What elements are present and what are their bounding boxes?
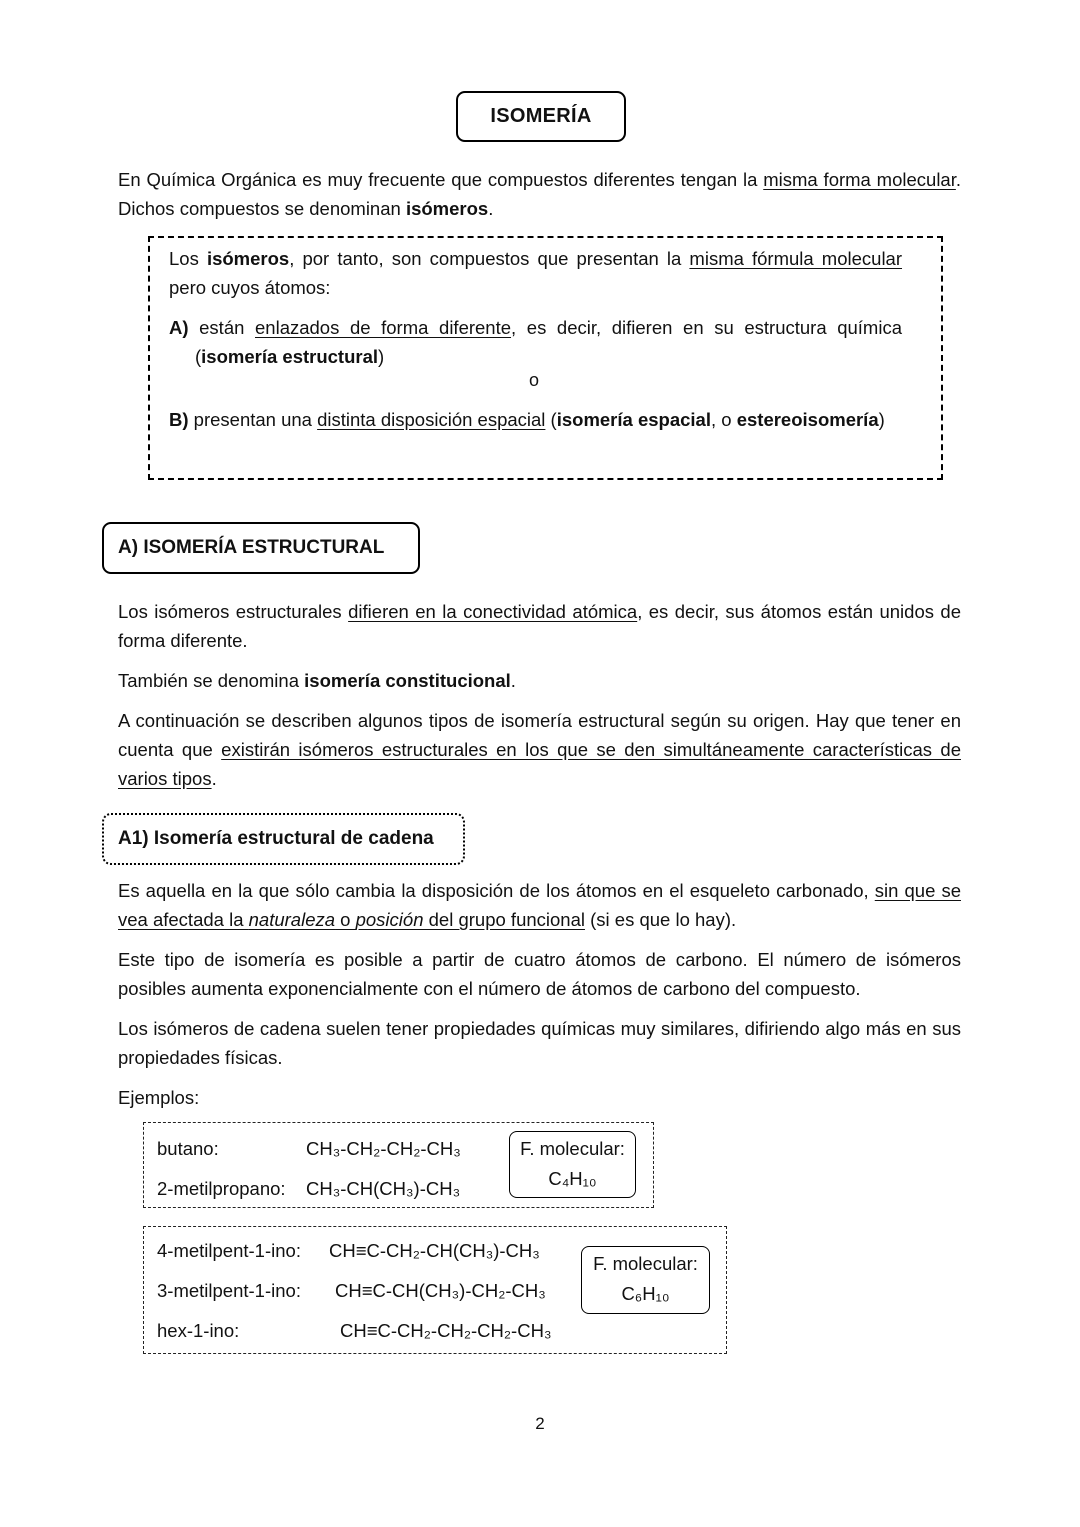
examples-label: Ejemplos:: [118, 1087, 200, 1108]
intro-underline: misma forma molecular: [763, 169, 956, 190]
example-name: hex-1-ino:: [157, 1320, 240, 1341]
section-a-paragraph-2: [118, 666, 961, 695]
item-b-underline: distinta disposición espacial: [317, 409, 546, 430]
intro-paragraph: [118, 165, 961, 223]
definition-paragraph: [169, 244, 902, 302]
section-a-paragraph-1: [118, 597, 961, 655]
example-formula: CH₃-CH(CH₃)-CH₃: [306, 1178, 461, 1199]
sa-text: También se denomina: [118, 670, 305, 691]
sa1-underline: sin que se vea afectada la naturaleza o posición del grupo funcional: [118, 880, 961, 930]
item-b-text: (: [545, 409, 557, 430]
item-a-text: ): [378, 346, 385, 367]
sa-text: Los isómeros estructurales: [118, 601, 349, 622]
item-b-text: , o: [710, 409, 737, 430]
example-formula: CH₃-CH₂-CH₂-CH₃: [306, 1138, 461, 1159]
item-a-bold: isomería estructural: [201, 346, 379, 367]
example-name: 3-metilpent-1-ino:: [157, 1280, 301, 1301]
molecular-formula-value: C₆H₁₀: [621, 1283, 670, 1304]
item-b-label: B): [169, 409, 189, 430]
intro-bold: isómeros: [405, 198, 489, 219]
example-name: 2-metilpropano:: [157, 1178, 286, 1199]
molecular-formula-value: C₄H₁₀: [548, 1168, 597, 1189]
sa-bold: isomería constitucional: [304, 670, 511, 691]
section-a1-paragraph-1: [118, 876, 961, 934]
section-a1-paragraph-3: Los isómeros de cadena suelen tener propiedades químicas muy similares, difiriendo algo más en sus propiedades físicas.: [118, 1018, 961, 1068]
example-formula: CH≡C-CH(CH₃)-CH₂-CH₃: [335, 1280, 546, 1301]
definition-item-a: [169, 313, 902, 371]
molecular-formula-label: F. molecular:: [593, 1253, 698, 1274]
sa-underline: existirán isómeros estructurales en los que se den simultáneamente características de varios tipos: [118, 739, 961, 789]
example-formula: CH≡C-CH₂-CH₂-CH₂-CH₃: [340, 1320, 552, 1341]
item-a-text: están: [188, 317, 255, 338]
molecular-formula-box: [581, 1246, 710, 1314]
intro-text: . Dichos compuestos se denominan: [118, 169, 961, 219]
section-heading-chain: A1) Isomería estructural de cadena: [102, 813, 465, 865]
section-heading-structural: A) ISOMERÍA ESTRUCTURAL: [102, 522, 420, 574]
section-a-paragraph-3: [118, 706, 961, 793]
item-b-text: presentan una: [188, 409, 318, 430]
sa1-text: Es aquella en la que sólo cambia la disposición de los átomos en el esqueleto carbonado,: [118, 880, 875, 901]
sa-text: .: [510, 670, 516, 691]
item-b-bold: estereoisomería: [736, 409, 879, 430]
molecular-formula-box: [509, 1131, 636, 1198]
sa-underline: difieren en la conectividad atómica: [348, 601, 638, 622]
example-name: 4-metilpent-1-ino:: [157, 1240, 301, 1261]
page-title: ISOMERÍA: [456, 91, 626, 142]
sa-text: , es decir, sus átomos están unidos de forma diferente.: [118, 601, 962, 651]
section-a1-paragraph-2: Este tipo de isomería es posible a partir de cuatro átomos de carbono. El número de isómeros posibles aumenta exponencialmente con el número de átomos de carbono del compuesto.: [118, 949, 961, 999]
sa1-text: (si es que lo hay).: [584, 909, 737, 930]
intro-text: En Química Orgánica es muy frecuente que compuestos diferentes tengan la: [118, 169, 764, 190]
item-b-bold: isomería espacial: [556, 409, 711, 430]
sa-text: .: [211, 768, 217, 789]
def-text: , por tanto, son compuestos que presentan la: [289, 248, 690, 269]
def-text: Los: [169, 248, 207, 269]
intro-text: .: [488, 198, 494, 219]
item-a-label: A): [169, 317, 189, 338]
definition-item-b: [169, 405, 902, 434]
example-name: butano:: [157, 1138, 219, 1159]
example-formula: CH≡C-CH₂-CH(CH₃)-CH₃: [329, 1240, 540, 1261]
definition-or: o: [529, 370, 540, 390]
page-number: 2: [535, 1414, 545, 1433]
def-bold: isómeros: [206, 248, 290, 269]
item-b-text: ): [878, 409, 885, 430]
sa-text: A continuación se describen algunos tipos de isomería estructural según su origen. Hay que tener en cuenta que: [118, 710, 961, 760]
def-underline: misma fórmula molecular: [689, 248, 903, 269]
item-a-text: , es decir, difieren en su estructura química (: [195, 317, 902, 367]
def-text: pero cuyos átomos:: [169, 277, 331, 298]
molecular-formula-label: F. molecular:: [520, 1138, 625, 1159]
item-a-underline: enlazados de forma diferente: [255, 317, 512, 338]
